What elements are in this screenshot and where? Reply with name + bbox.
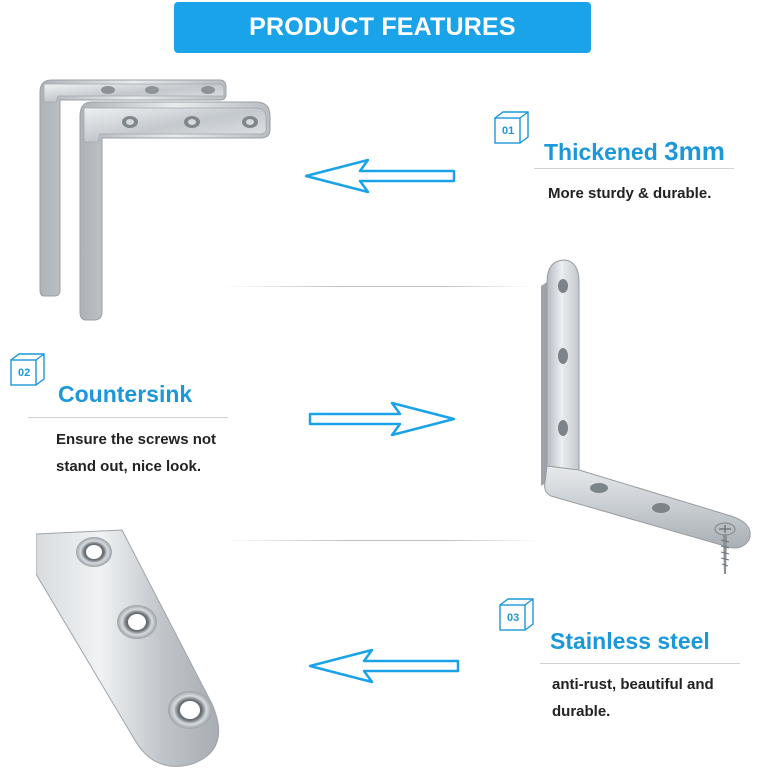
feature-2-title: Countersink <box>58 381 193 407</box>
feature-1-arrow <box>302 156 458 201</box>
arrow-left-icon <box>302 156 458 196</box>
feature-2-badge <box>9 352 47 390</box>
feature-2-description: Ensure the screws not stand out, nice look. <box>56 431 217 475</box>
feature-3-underline <box>540 663 740 664</box>
page-title: PRODUCT FEATURES <box>249 13 516 41</box>
feature-1-badge <box>493 110 531 148</box>
feature-1-number: 01 <box>502 125 515 137</box>
feature-1-underline <box>534 168 734 169</box>
feature-3-number: 03 <box>507 612 520 624</box>
arrow-right-icon <box>306 399 458 439</box>
separator-line <box>220 540 540 541</box>
product-image-countersink <box>535 256 757 578</box>
feature-3-arrow <box>306 646 462 691</box>
feature-3-badge <box>498 597 536 635</box>
feature-1-title-emphasis: 3mm <box>664 136 725 166</box>
product-image-thickness <box>30 72 280 324</box>
feature-3-title: Stainless steel <box>550 628 710 654</box>
feature-2-underline <box>28 417 228 418</box>
arrow-left-icon <box>306 646 462 686</box>
product-image-stainless <box>36 528 232 768</box>
feature-1-title: Thickened 3mm <box>544 136 725 166</box>
feature-1-description: More sturdy & durable. <box>548 185 712 202</box>
page-title-banner <box>174 2 591 53</box>
feature-2-arrow <box>306 399 458 444</box>
feature-2-number: 02 <box>18 367 31 379</box>
feature-3-description: anti-rust, beautiful and durable. <box>552 676 714 720</box>
